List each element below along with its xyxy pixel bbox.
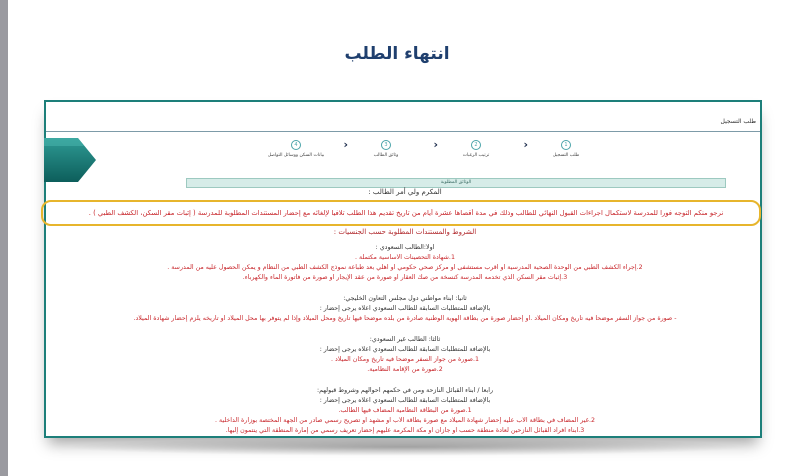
requirement-line: أولاً:الطالب السعودي : [375, 244, 435, 251]
requirements-title: الشروط والمستندات المطلوبة حسب الجنسيات : [333, 228, 477, 236]
required-documents-header: الوثائق المطلوبة [186, 178, 726, 188]
requirement-line: 1.صورة من البطاقة النظامية المضاف فيها الطالب. [338, 407, 472, 414]
requirement-line: ثالثاً: الطالب غير السعودي: [369, 336, 441, 343]
stepper [246, 140, 596, 170]
completion-notice: نرجو منكم التوجه فورا للمدرسة لاستكمال اجراءات القبول النهائي للطالب وذلك في مدة أقصاها عشرة أيام من تاريخ تقديم هذا الطلب تلافيا لإلغائه مع إحضار المستندات المطلوبة للمدرسة ( إثبات مقر السكن، الكشف الطبي ) . [88, 209, 724, 217]
requirement-line: بالإضافة للمتطلبات السابقة للطالب السعودي أعلاه يرجى إحضار : [319, 346, 491, 353]
requirement-line: - صورة من جواز السفر موضحاً فيه تاريخ ومكان الميلاد .أو إحضار صورة من بطاقة الهوية الوطنية صادرة من بلده موضحاً فيها تاريخ ومحل الميلاد وإذا لم يتوفر بها محل الميلاد أو تاريخه يلزم إحضار شهادة الميلاد. [133, 315, 677, 322]
step-number: 2 [471, 140, 481, 150]
step-housing-contact[interactable] [266, 140, 326, 158]
teal-arrow-tab-icon [44, 138, 96, 182]
chevron-left-icon: ‹ [433, 138, 438, 151]
requirement-line: 3.أبناء أفراد القبائل النازحين لعادة منطقة حسب أو جازان أو مكة المكرمة عليهم إحضار تعريف رسمي من إمارة المنطقة التي ينتمون إليها. [225, 427, 585, 434]
requirement-line: رابعاً / أبناء القبائل النازحة ومن في حكمهم أحوالهم وشروط قبولهم: [316, 387, 494, 394]
requirement-line: بالإضافة للمتطلبات السابقة للطالب السعودي أعلاه يرجى إحضار : [319, 305, 491, 312]
requirement-line: 3.إثبات مقر السكن الذي تخدمه المدرسة كنسخة من صك العقار أو صورة من عقد الإيجار أو صورة من فاتورة الماء والكهرباء. [242, 274, 568, 281]
guardian-greeting: المكرم ولي أمر الطالب : [368, 188, 442, 196]
notice-highlight-box [41, 200, 761, 226]
frame-shadow [60, 438, 750, 456]
requirement-line: 2.إجراء الكشف الطبي من الوحدة الصحية المدرسية أو أقرب مستشفى أو مركز صحي حكومي أو أهلي بعد طباعة نموذج الكشف الطبي من النظام و يمكن الحصول عليه من المدرسة . [167, 264, 643, 271]
requirement-line: 1.صورة من جواز السفر موضحاً فيه تاريخ ومكان الميلاد . [331, 356, 479, 363]
step-label: وثائق الطالب [373, 153, 399, 158]
requirement-line: بالإضافة للمتطلبات السابقة للطالب السعودي أعلاه يرجى إحضار : [319, 397, 491, 404]
tab-registration-request[interactable]: طلب التسجيل [720, 118, 756, 125]
step-number: 1 [561, 140, 571, 150]
page-heading: انتهاء الطلب [344, 44, 450, 64]
step-label: ترتيب الرغبات [462, 153, 490, 158]
registration-screenshot-frame [44, 100, 762, 438]
step-label: بيانات السكن ووسائل التواصل [267, 153, 325, 158]
step-order-preferences[interactable] [446, 140, 506, 158]
requirement-line: 1.شهادة التحصينات الأساسية مكتملة . [355, 254, 455, 261]
step-number: 4 [291, 140, 301, 150]
step-label: طلب التسجيل [552, 153, 580, 158]
step-number: 3 [381, 140, 391, 150]
requirement-line: ثانياً: أبناء مواطني دول مجلس التعاون الخليجي: [343, 295, 467, 302]
chevron-left-icon: ‹ [343, 138, 348, 151]
left-edge-bar [0, 0, 8, 476]
requirement-line: 2.غير المضاف في بطاقة الأب عليه إحضار شهادة الميلاد مع صورة بطاقة الأب أو مشهد أو تصريح رسمي صادر من الجهة المختصة بوزارة الداخلية . [215, 417, 595, 424]
step-student-documents[interactable] [356, 140, 416, 158]
step-registration-request[interactable] [536, 140, 596, 158]
tab-strip [46, 102, 760, 132]
requirement-line: 2.صورة من الإقامة النظامية. [367, 366, 443, 373]
chevron-left-icon: ‹ [523, 138, 528, 151]
